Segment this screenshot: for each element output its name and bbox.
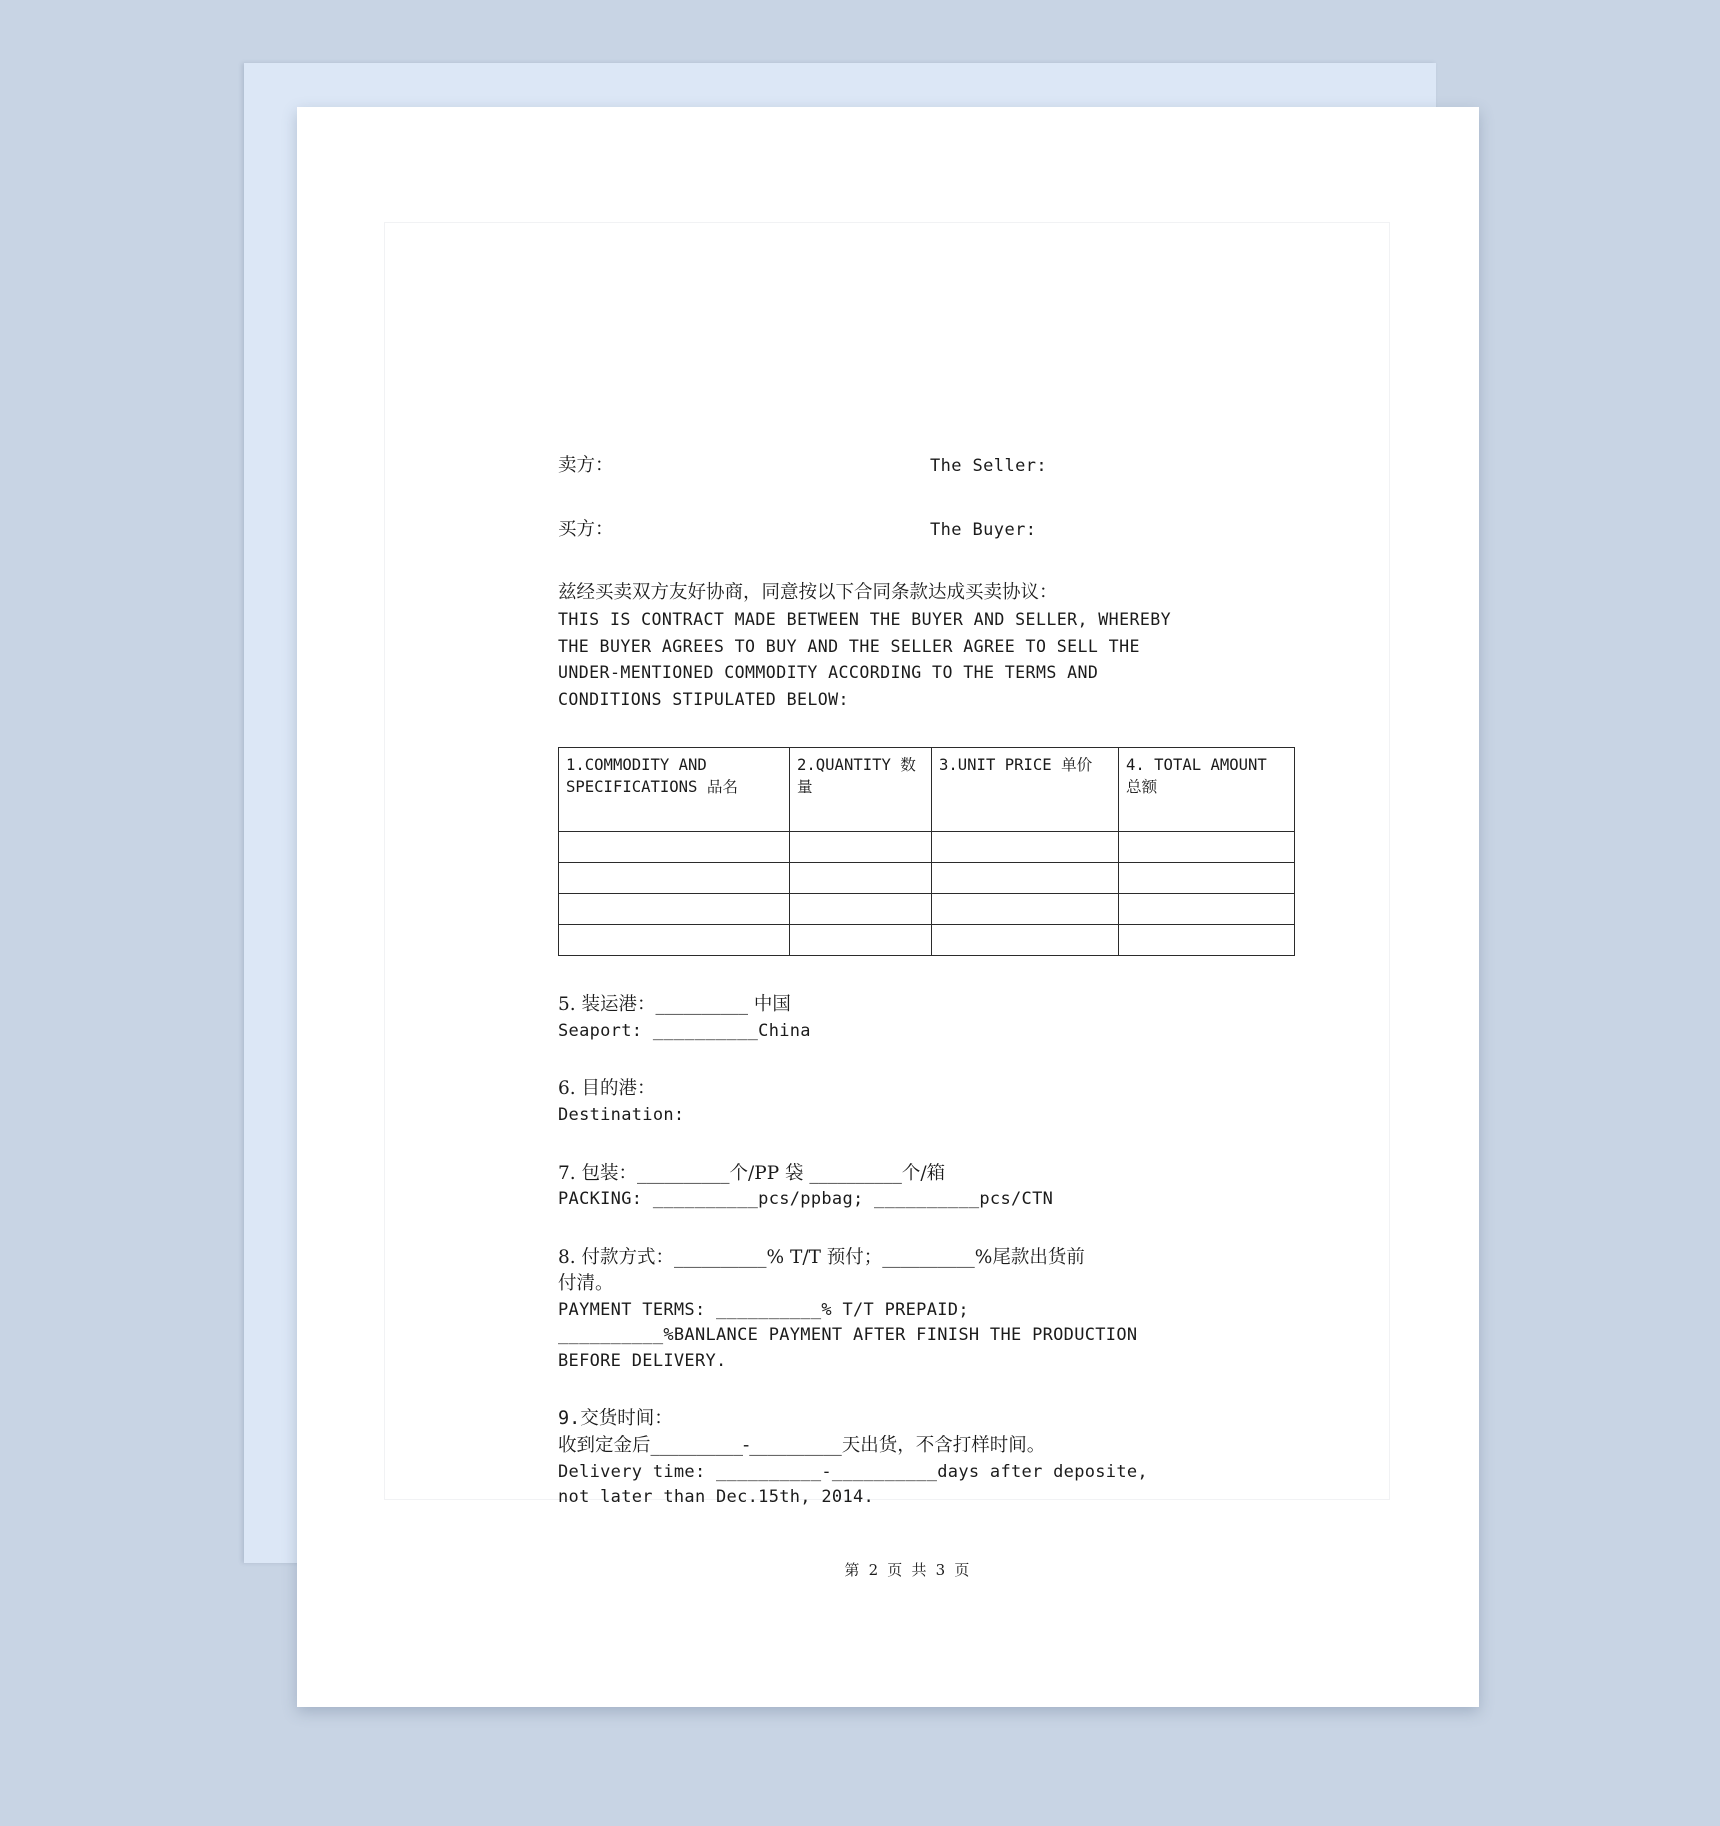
clause-destination-cn: 6. 目的港： [558,1078,656,1100]
buyer-label-en: The Buyer: [930,520,1037,540]
clause-destination-en: Destination: [558,1105,685,1126]
clause-payment-terms [558,1245,1258,1375]
table-cell-quantity[interactable] [790,863,932,894]
intro-line-en-2: THE BUYER AGREES TO BUY AND THE SELLER AGREE TO SELL THE [558,636,1140,656]
content-frame [384,222,1390,1579]
clause-payment-cn-2: 付清。 [558,1273,614,1295]
intro-line-en-1: THIS IS CONTRACT MADE BETWEEN THE BUYER AND SELLER, WHEREBY [558,610,1172,630]
seller-label-cn: 卖方： [558,455,614,476]
clause-delivery-en-1: Delivery time: __________-__________days after deposite, [558,1461,1148,1482]
table-header-unit-price [932,748,1119,832]
intro-line-en-4: CONDITIONS STIPULATED BELOW: [558,689,849,709]
table-cell-commodity[interactable] [559,925,790,956]
table-cell-total-amount[interactable] [1119,863,1295,894]
header-quantity-en: 2.QUANTITY [797,756,901,775]
clause-packing-cn: 7. 包装：__________个/PP 袋 __________个/箱 [558,1162,946,1184]
page-footer: 第 2 页 共 3 页 [844,1561,972,1579]
table-row[interactable] [559,925,1295,956]
table-cell-total-amount[interactable] [1119,832,1295,863]
header-total-amount-en: 4. TOTAL AMOUNT [1126,756,1267,775]
header-commodity-cn: 品名 [706,778,739,797]
header-quantity-cn: 数量 [797,756,916,797]
intro-line-en-3: UNDER-MENTIONED COMMODITY ACCORDING TO THE TERMS AND [558,663,1099,683]
clause-destination [558,1076,1258,1128]
table-cell-commodity[interactable] [559,863,790,894]
clause-seaport-cn: 5. 装运港：__________ 中国 [558,994,791,1016]
table-cell-unit-price[interactable] [932,925,1119,956]
header-unit-price-cn: 单价 [1061,756,1093,775]
table-cell-unit-price[interactable] [932,894,1119,925]
table-cell-commodity[interactable] [559,832,790,863]
table-header-row [559,748,1295,832]
seller-label-en: The Seller: [930,456,1047,476]
table-cell-total-amount[interactable] [1119,894,1295,925]
table-header-total-amount [1119,748,1295,832]
clause-seaport-en: Seaport: __________China [558,1020,811,1041]
clause-packing [558,1161,1258,1213]
clause-packing-en: PACKING: __________pcs/ppbag; __________pcs/CTN [558,1189,1054,1210]
clause-delivery-heading-cn: 9.交货时间： [558,1408,673,1430]
table-cell-unit-price[interactable] [932,832,1119,863]
buyer-row [558,515,1258,541]
commodity-table [558,747,1295,956]
table-cell-quantity[interactable] [790,894,932,925]
clause-payment-en-2: __________%BANLANCE PAYMENT AFTER FINISH THE PRODUCTION [558,1325,1138,1346]
table-row[interactable] [559,894,1295,925]
intro-line-cn: 兹经买卖双方友好协商，同意按以下合同条款达成买卖协议： [558,582,1058,603]
header-commodity-en: 1.COMMODITY AND SPECIFICATIONS [566,756,707,797]
contract-intro [558,579,1258,713]
clause-payment-en-1: PAYMENT TERMS: __________% T/T PREPAID; [558,1299,969,1320]
table-header-commodity [559,748,790,832]
clause-payment-cn-1: 8. 付款方式：__________% T/T 预付；__________%尾款出货前 [558,1246,1085,1268]
document-body [558,451,1267,1579]
table-cell-total-amount[interactable] [1119,925,1295,956]
table-cell-quantity[interactable] [790,832,932,863]
clause-delivery-en-2: not later than Dec.15th, 2014. [558,1487,875,1508]
table-row[interactable] [559,832,1295,863]
clause-payment-en-3: BEFORE DELIVERY. [558,1350,727,1371]
table-header-quantity [790,748,932,832]
header-total-amount-cn: 总额 [1126,778,1158,797]
table-cell-unit-price[interactable] [932,863,1119,894]
document-page [297,107,1479,1707]
table-row[interactable] [559,863,1295,894]
table-cell-quantity[interactable] [790,925,932,956]
clause-delivery-cn-2: 收到定金后__________-__________天出货，不含打样时间。 [558,1435,1046,1457]
clause-delivery-time [558,1406,1258,1510]
seller-row [558,451,1258,477]
table-cell-commodity[interactable] [559,894,790,925]
header-unit-price-en: 3.UNIT PRICE [939,756,1062,775]
clause-seaport [558,992,1258,1044]
buyer-label-cn: 买方： [558,519,614,540]
